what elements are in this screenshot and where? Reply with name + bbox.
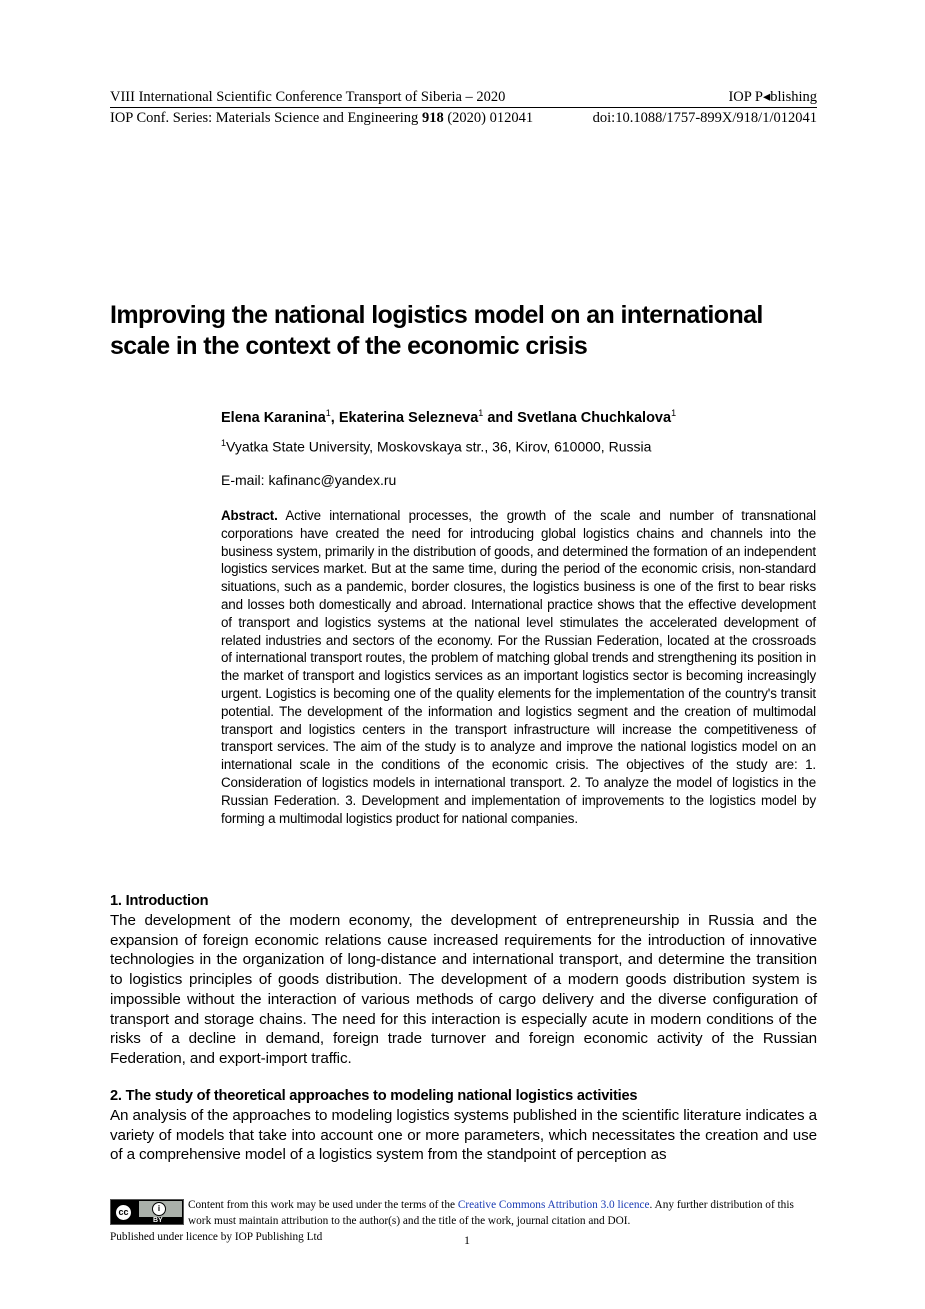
- publisher-name: IOP P◂blishing: [728, 89, 817, 105]
- volume-number: 918: [421, 110, 444, 126]
- paper-title: Improving the national logistics model on an international scale in the context of the economic crisis: [110, 301, 763, 360]
- creative-commons-icon: cc: [114, 1203, 133, 1222]
- license-notice: Content from this work may be used under the terms of the Creative Commons Attribution 3.0 licence. Any further distribution of this work must maintain attribution to the author(s) and the title of the work, journal citation and DOI.: [188, 1199, 794, 1227]
- abstract-text: Active international processes, the growth of the scale and number of transnational corporations have created the need for introducing global logistics chains and channels into the business system, primarily in the distribution of goods, and determined the formation of an independent logistics services market. But at the same time, during the period of the economic crisis, non-standard situations, such as a pandemic, border closures, the logistics business is one of the first to bear risks and losses both domestically and abroad. International practice shows that the effective development of transport and logistics systems at the national level stimulates the accelerated development of related industries and sectors of the economy. For the Russian Federation, located at the crossroads of international transport routes, the problem of matching global trends and strengthening its position in the market of transport and logistics services as an important logistics sector is becoming increasingly urgent. Logistics is becoming one of the quality elements for the implementation of the country's transit potential. The development of the information and logistics segment and the creation of multimodal transport and logistics centers in the transport infrastructure will increase the competitiveness of transport services. The aim of the study is to analyze and improve the national logistics model on an international scale in the conditions of the economic crisis. The objectives of the study are: 1. Consideration of logistics models in international transport. 2. To analyze the model of logistics in the Russian Federation. 3. Development and implementation of improvements to the logistics model by forming a multimodal logistics product for national companies.: [221, 508, 816, 826]
- running-header: [110, 88, 817, 108]
- abstract-label: Abstract.: [221, 508, 278, 523]
- affiliation: $^1$Vyatka State University, Moskovskaya str., 36, Kirov, 610000, Russia: [221, 438, 652, 455]
- doi-text: doi:10.1088/1757-899X/918/1/012041: [592, 110, 817, 126]
- license-link[interactable]: Creative Commons Attribution 3.0 licence: [457, 1199, 650, 1211]
- cc-by-license-badge[interactable]: [110, 1199, 184, 1225]
- section-body-theoretical-approaches: An analysis of the approaches to modeling logistics systems published in the scientific literature indicates a variety of models that take into account one or more parameters, which necessitates the creation and use of a comprehensive model of a logistics system from the standpoint of perception as: [110, 1107, 817, 1164]
- conference-name: VIII International Scientific Conference Transport of Siberia – 2020: [110, 89, 506, 105]
- author-list: Elena Karanina$^1$, Ekaterina Selezneva$^1$ and Svetlana Chuchkalova$^1$: [221, 408, 677, 426]
- section-body-introduction: The development of the modern economy, the development of entrepreneurship in Russia and the expansion of foreign economic relations cause increased requirements for the introduction of innovative technologies in the organization of long-distance and international transport, and determine the transition to logistics principles of goods distribution. The development of a modern goods distribution system is impossible without the interaction of various methods of cargo delivery and the diverse configuration of transport and storage chains. The need for this interaction is especially acute in modern conditions of the risks of a decline in demand, foreign trade turnover and foreign economic activity of the Russian Federation, and export-import traffic.: [110, 912, 817, 1067]
- abstract: [221, 507, 816, 827]
- author-email: E-mail: kafinanc@yandex.ru: [221, 472, 397, 488]
- series-citation: IOP Conf. Series: Materials Science and Engineering 918 (2020) 012041: [110, 110, 534, 126]
- published-notice: Published under licence by IOP Publishing Ltd: [110, 1231, 323, 1243]
- section-heading-introduction: 1. Introduction: [110, 893, 209, 909]
- page-number: 1: [464, 1233, 470, 1247]
- by-label: BY: [153, 1217, 163, 1224]
- section-heading-theoretical-approaches: 2. The study of theoretical approaches to modeling national logistics activities: [110, 1088, 638, 1104]
- citation-line: [110, 109, 817, 127]
- attribution-person-icon: i: [152, 1202, 166, 1216]
